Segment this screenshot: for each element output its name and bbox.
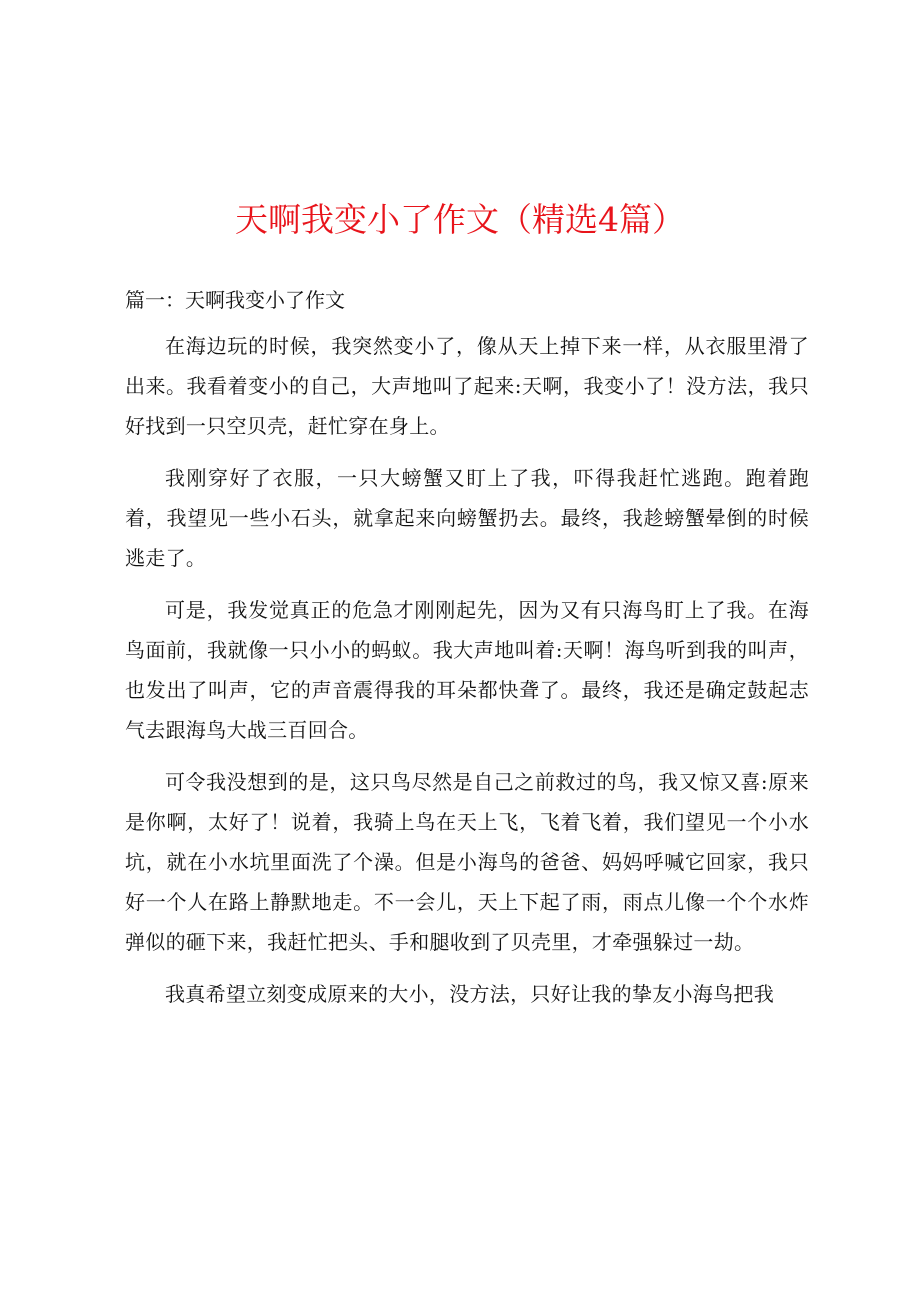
section-heading: 篇一：天啊我变小了作文 bbox=[125, 288, 345, 312]
article-body bbox=[125, 326, 809, 1026]
paragraph: 可令我没想到的是，这只鸟尽然是自己之前救过的鸟，我又惊又喜:原来是你啊，太好了！说着，我骑上鸟在天上飞，飞着飞着，我们望见一个小水坑，就在小水坑里面洗了个澡。但是小海鸟的爸爸、妈妈呼喊它回家，我只好一个人在路上静默地走。不一会儿，天上下起了雨，雨点儿像一个个水炸弹似的砸下来，我赶忙把头、手和腿收到了贝壳里，才牵强躲过一劫。 bbox=[125, 770, 809, 954]
paragraph: 我真希望立刻变成原来的大小，没方法，只好让我的挚友小海鸟把我 bbox=[165, 982, 774, 1006]
paragraph: 在海边玩的时候，我突然变小了，像从天上掉下来一样，从衣服里滑了出来。我看着变小的自己，大声地叫了起来:天啊，我变小了！没方法，我只好找到一只空贝壳，赶忙穿在身上。 bbox=[125, 334, 809, 438]
paragraph: 可是，我发觉真正的危急才刚刚起先，因为又有只海鸟盯上了我。在海鸟面前，我就像一只小小的蚂蚁。我大声地叫着:天啊！海鸟听到我的叫声，也发出了叫声，它的声音震得我的耳朵都快聋了。最终，我还是确定鼓起志气去跟海鸟大战三百回合。 bbox=[125, 598, 809, 742]
paragraph: 我刚穿好了衣服，一只大螃蟹又盯上了我，吓得我赶忙逃跑。跑着跑着，我望见一些小石头，就拿起来向螃蟹扔去。最终，我趁螃蟹晕倒的时候逃走了。 bbox=[125, 466, 809, 570]
document-title: 天啊我变小了作文（精选4篇） bbox=[235, 200, 685, 239]
